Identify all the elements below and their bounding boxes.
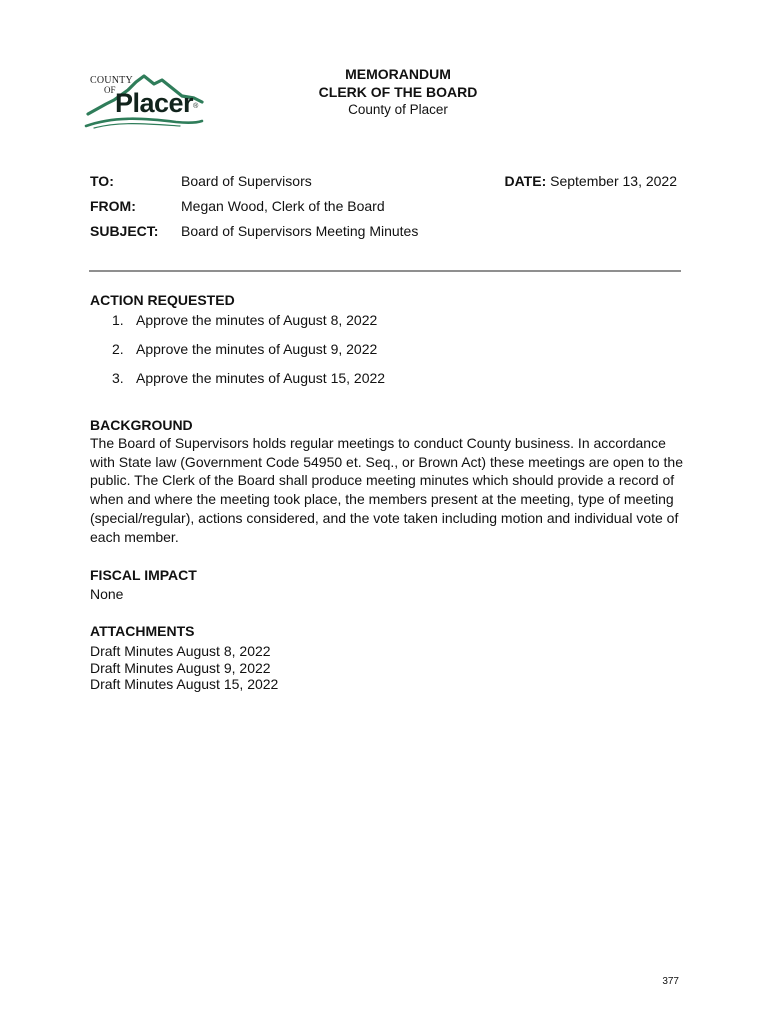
list-item-text: Approve the minutes of August 8, 2022 [136, 312, 378, 328]
memo-organization: County of Placer [348, 102, 448, 117]
logo-county-text: COUNTY [90, 75, 133, 86]
list-item-number: 2. [112, 341, 124, 357]
list-item-number: 1. [112, 312, 124, 328]
fiscal-impact-text: None [90, 586, 124, 602]
date-value: September 13, 2022 [550, 173, 677, 189]
to-label: TO: [90, 173, 114, 189]
list-item [112, 311, 385, 340]
subject-value: Board of Supervisors Meeting Minutes [181, 223, 419, 239]
attachment-item[interactable]: Draft Minutes August 8, 2022 [90, 643, 271, 659]
attachments-list [90, 643, 278, 693]
subject-label: SUBJECT: [90, 223, 159, 239]
fiscal-impact-heading: FISCAL IMPACT [90, 567, 197, 583]
list-item-text: Approve the minutes of August 9, 2022 [136, 341, 378, 357]
attachments-heading: ATTACHMENTS [90, 623, 195, 639]
list-item-text: Approve the minutes of August 15, 2022 [136, 370, 386, 386]
county-of-placer-logo [84, 68, 208, 130]
header-divider [89, 270, 681, 272]
background-heading: BACKGROUND [90, 417, 193, 433]
action-list [112, 311, 385, 398]
page-number: 377 [662, 976, 679, 987]
list-item-number: 3. [112, 370, 124, 386]
registered-mark: ® [193, 103, 198, 110]
logo-placer-name: Placer [115, 88, 194, 118]
background-paragraph: The Board of Supervisors holds regular meetings to conduct County business. In accordance with State law (Government Code 54950 et. Seq., or Brown Act) these meetings are open to the public. The Clerk of the Board shall produce meeting minutes which should provide a record of when and where the meeting took place, the members present at the meeting, type of meeting (special/regular), actions considered, and the vote taken including motion and individual vote of each member. [90, 435, 683, 545]
logo-of-text: OF [104, 85, 116, 95]
list-item [112, 369, 385, 398]
memo-title: MEMORANDUM [345, 66, 451, 82]
to-value: Board of Supervisors [181, 173, 312, 189]
memo-department: CLERK OF THE BOARD [318, 84, 478, 100]
action-requested-heading: ACTION REQUESTED [90, 292, 235, 308]
from-label: FROM: [90, 198, 136, 214]
memo-header [260, 65, 536, 119]
logo-placer-text [115, 89, 198, 117]
from-value: Megan Wood, Clerk of the Board [181, 198, 385, 214]
attachment-item[interactable]: Draft Minutes August 15, 2022 [90, 676, 279, 692]
list-item [112, 340, 385, 369]
attachment-item[interactable]: Draft Minutes August 9, 2022 [90, 659, 271, 676]
date-label: DATE: [504, 173, 547, 189]
date-field [505, 173, 678, 189]
